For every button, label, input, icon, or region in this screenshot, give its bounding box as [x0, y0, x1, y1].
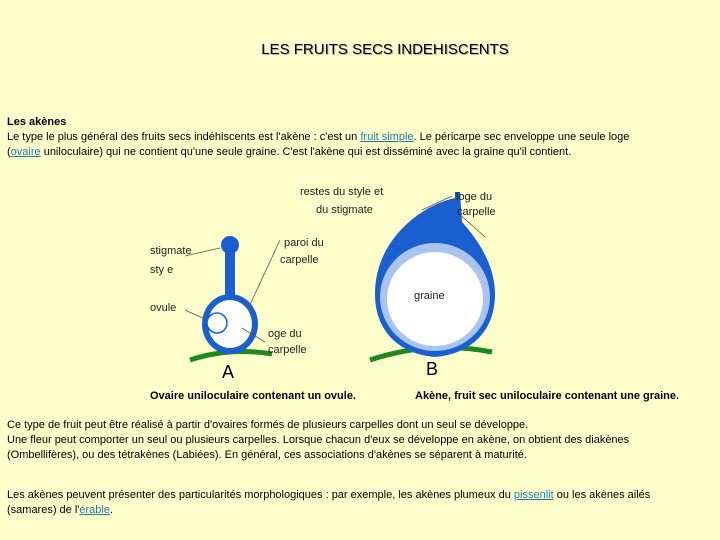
- figure-label-a: A: [222, 362, 235, 382]
- label-paroi-1: paroi du: [284, 237, 324, 249]
- label-style: sty e: [150, 264, 174, 276]
- label-loge-b-1: loge du: [456, 191, 493, 203]
- paragraph-particularites: [7, 488, 713, 518]
- text-span: (: [7, 146, 11, 158]
- text-span: ou les akènes ailés: [553, 489, 651, 501]
- ovule-shape: [207, 313, 227, 333]
- label-graine: graine: [414, 290, 445, 302]
- paragraph-line: [7, 145, 713, 160]
- text-span: Les akènes peuvent présenter des particularités morphologiques : par exemple, les akènes plumeux du: [7, 489, 514, 501]
- label-restes-2: du stigmate: [316, 204, 373, 216]
- paragraph-diakenes: [7, 418, 713, 463]
- label-stigmate: stigmate: [150, 245, 192, 257]
- text-span: (samares) de l': [7, 504, 80, 516]
- erable-link[interactable]: érable: [79, 504, 110, 516]
- akene-diagram: [130, 182, 720, 382]
- label-loge-a-2: carpelle: [268, 344, 307, 356]
- leader-line: [248, 240, 280, 309]
- paragraph-line: (Ombellifères), ou des tétrakènes (Labiées). En général, ces associations d'akènes se séparent à maturité.: [7, 449, 527, 461]
- paragraph-line: [7, 130, 713, 145]
- caption-b: Akène, fruit sec uniloculaire contenant une graine.: [415, 390, 680, 402]
- text-span: uniloculaire) qui ne contient qu'une seule graine. C'est l'akène qui est disséminé avec la graine qu'il contient.: [40, 146, 572, 158]
- label-ovule: ovule: [150, 302, 177, 314]
- section-heading: Les akènes: [7, 116, 67, 128]
- figure-label-b: B: [426, 359, 439, 379]
- label-loge-b-2: carpelle: [457, 206, 496, 218]
- label-restes-1: restes du style et: [300, 186, 384, 198]
- figure-a: [185, 236, 280, 360]
- text-span: .: [109, 504, 114, 516]
- paragraph-line: [7, 503, 713, 518]
- fruit-simple-link[interactable]: fruit simple: [360, 131, 414, 143]
- text-span: . Le péricarpe sec enveloppe une seule loge: [413, 131, 630, 143]
- label-loge-a-1: oge du: [268, 328, 302, 340]
- pissenlit-link[interactable]: pissenlit: [513, 489, 554, 501]
- paragraph-akenes: [7, 115, 713, 160]
- paragraph-line: Ce type de fruit peut être réalisé à partir d'ovaires formés de plusieurs carpelles dont un seul se développe.: [7, 419, 529, 431]
- caption-a: Ovaire uniloculaire contenant un ovule.: [150, 390, 356, 402]
- paragraph-line: Une fleur peut comporter un seul ou plusieurs carpelles. Lorsque chacun d'eux se développe en akène, on obtient des diakènes: [7, 434, 630, 446]
- ovaire-link[interactable]: ovaire: [10, 146, 41, 158]
- label-paroi-2: carpelle: [280, 254, 319, 266]
- paragraph-line: [7, 488, 713, 503]
- page-title: LES FRUITS SECS INDEHISCENTS: [261, 41, 509, 58]
- text-span: Le type le plus général des fruits secs indéhiscents est l'akène : c'est un: [7, 131, 361, 143]
